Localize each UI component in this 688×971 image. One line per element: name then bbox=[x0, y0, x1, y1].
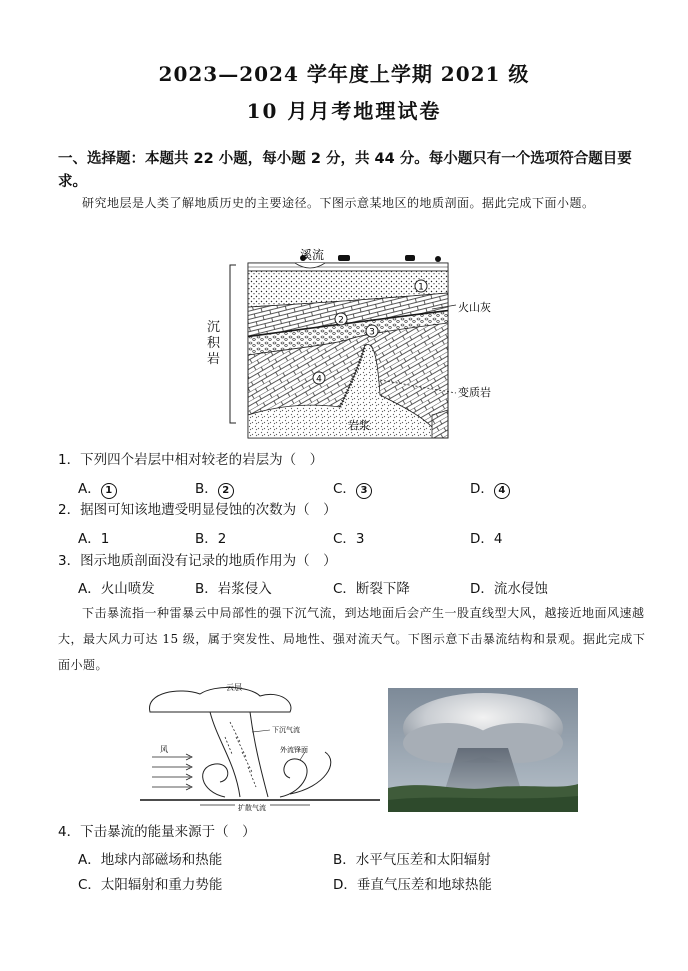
downdraft-label: 下沉气流 bbox=[272, 726, 300, 734]
q1-option-d[interactable]: D． 4 bbox=[470, 477, 510, 499]
q3-option-b[interactable]: B．岩浆侵入 bbox=[195, 581, 272, 597]
passage-downburst: 下击暴流指一种雷暴云中局部性的强下沉气流，到达地面后会产生一股直线型大风，越接近地面风速越大，最大风力可达 15 级，属于突发性、局地性、强对流天气。下图示意下击暴流结构和景观。据此完成下面小题。 bbox=[58, 606, 646, 672]
exam-subtitle: 10 月月考地理试卷 bbox=[246, 99, 442, 123]
question-3-stem: 3．图示地质剖面没有记录的地质作用为（ ） bbox=[58, 553, 337, 569]
question-1-stem: 1．下列四个岩层中相对较老的岩层为（ ） bbox=[58, 452, 324, 468]
q1-option-c-circle: 3 bbox=[356, 483, 372, 499]
exam-title: 2023—2024 学年度上学期 2021 级 bbox=[158, 62, 530, 86]
q1-option-b[interactable]: B． 2 bbox=[195, 477, 234, 499]
q4-option-c[interactable]: C．太阳辐射和重力势能 bbox=[78, 877, 223, 893]
question-2-stem: 2．据图可知该地遭受明显侵蚀的次数为（ ） bbox=[58, 502, 337, 518]
q3-option-c[interactable]: C．断裂下降 bbox=[333, 581, 410, 597]
wind-label: 风 bbox=[160, 745, 168, 754]
question-4-stem: 4．下击暴流的能量来源于（ ） bbox=[58, 824, 256, 840]
q3-option-a[interactable]: A．火山喷发 bbox=[78, 581, 155, 597]
downburst-photo bbox=[388, 688, 578, 812]
layer-3-label: 3 bbox=[369, 327, 375, 338]
q1-option-b-circle: 2 bbox=[218, 483, 234, 499]
volcanic-ash-label: 火山灰 bbox=[458, 301, 491, 314]
section-heading: 一、选择题：本题共 22 小题，每小题 2 分，共 44 分。每小题只有一个选项符合题目要求。 bbox=[58, 151, 632, 190]
outflow-front-label: 外流锋面 bbox=[280, 746, 308, 754]
q4-option-b[interactable]: B．水平气压差和太阳辐射 bbox=[333, 852, 491, 868]
q1-option-a-circle: 1 bbox=[101, 483, 117, 499]
downburst-structure-diagram bbox=[140, 682, 385, 812]
layer-1-label: 1 bbox=[418, 282, 424, 293]
stream-label: 溪流 bbox=[300, 248, 325, 262]
layer-4-label: 4 bbox=[316, 374, 322, 385]
q2-option-a[interactable]: A．1 bbox=[78, 531, 110, 547]
sediment-label: 沉积岩 bbox=[207, 320, 221, 367]
q4-option-d[interactable]: D．垂直气压差和地球热能 bbox=[333, 877, 492, 893]
geologic-profile-figure bbox=[200, 245, 500, 445]
q2-option-d[interactable]: D．4 bbox=[470, 531, 503, 547]
q3-option-d[interactable]: D．流水侵蚀 bbox=[470, 581, 548, 597]
q4-option-a[interactable]: A．地球内部磁场和热能 bbox=[78, 852, 223, 868]
q2-option-c[interactable]: C．3 bbox=[333, 531, 365, 547]
q1-option-a[interactable]: A． 1 bbox=[78, 477, 117, 499]
layer-2-label: 2 bbox=[338, 315, 344, 326]
q2-option-b[interactable]: B．2 bbox=[195, 531, 227, 547]
metamorphic-label: 变质岩 bbox=[458, 386, 491, 399]
q1-option-c[interactable]: C． 3 bbox=[333, 477, 372, 499]
q1-option-d-circle: 4 bbox=[494, 483, 510, 499]
cloud-layer-label: 云层 bbox=[226, 683, 242, 692]
diverging-airflow-label: 扩散气流 bbox=[238, 804, 266, 812]
passage-geology: 研究地层是人类了解地质历史的主要途径。下图示意某地区的地质剖面。据此完成下面小题。 bbox=[82, 196, 595, 210]
magma-label: 岩浆 bbox=[348, 419, 370, 432]
